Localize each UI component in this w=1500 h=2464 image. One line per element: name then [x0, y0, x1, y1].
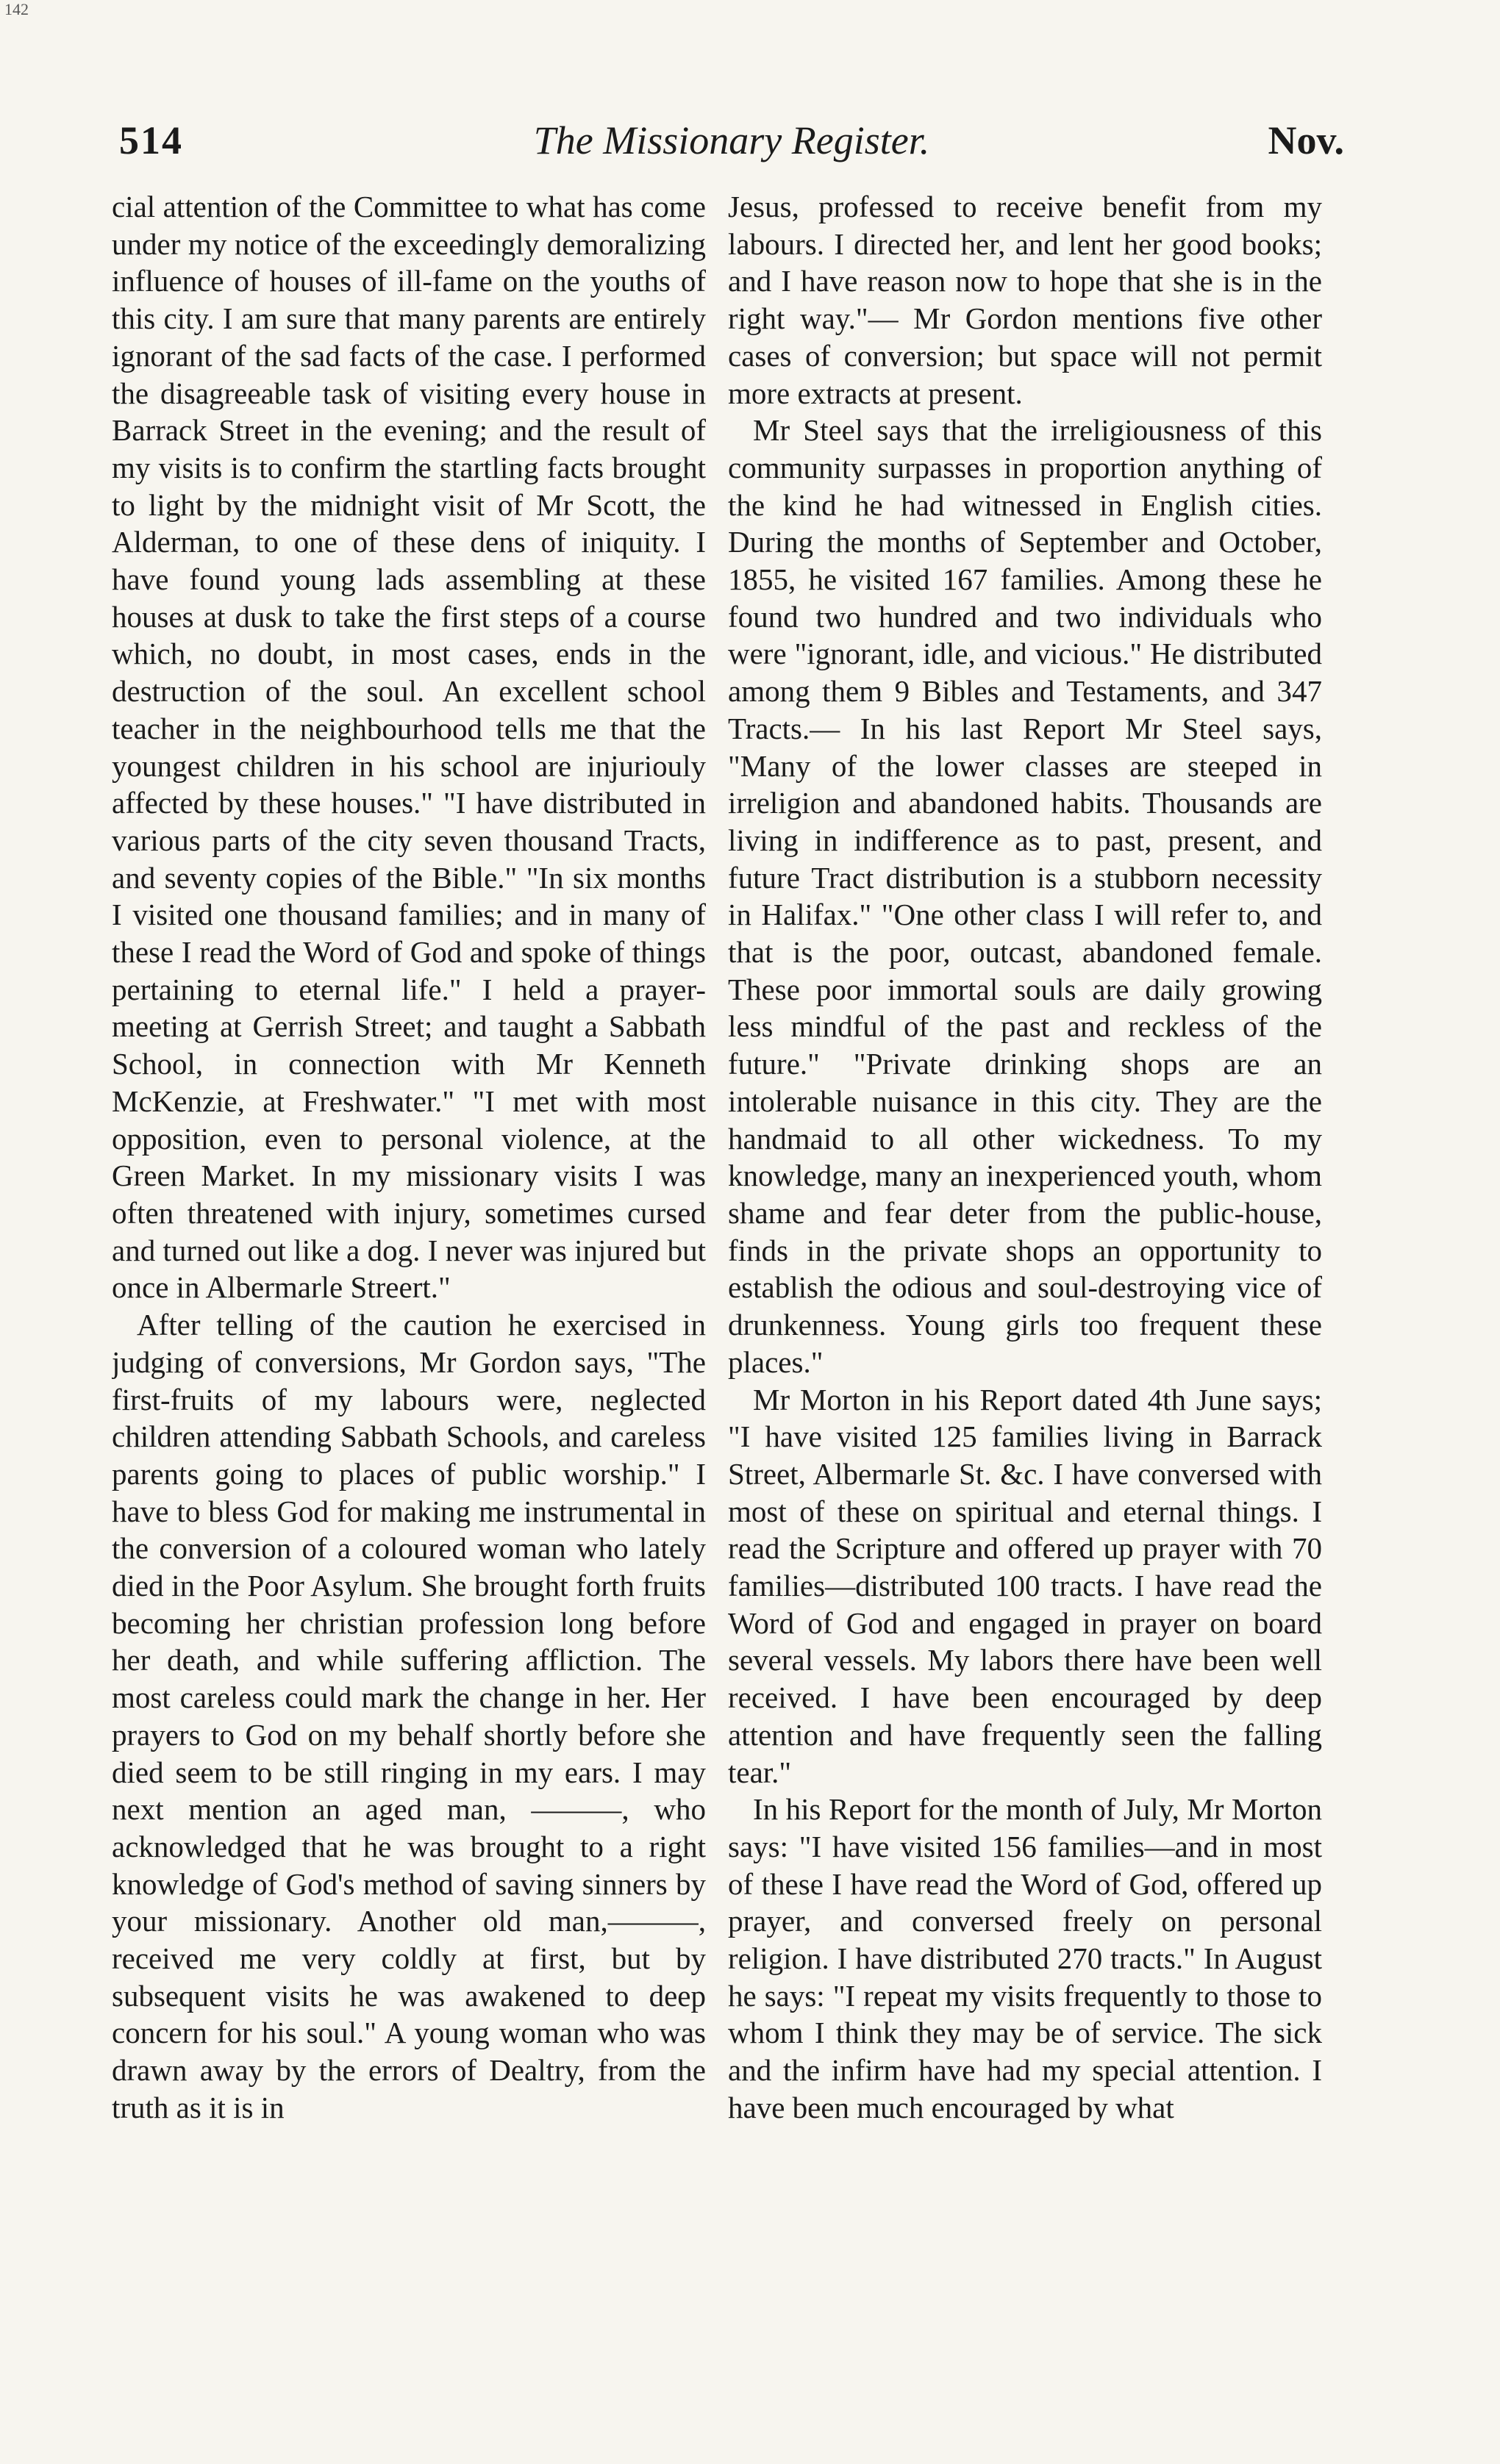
page-number: 514 [119, 118, 183, 162]
running-title: The Missionary Register. [533, 118, 930, 162]
paragraph: After telling of the caution he exercised in judging of conversions, Mr Gordon says, "The first-fruits of my labours were, neglected children attending Sabbath Schools, and careless parents going to places of public worship." I have to bless God for making me instrumental in the conversion of a coloured woman who lately died in the Poor Asylum. She brought forth fruits becoming her christian profession long before her death, and while suffering affliction. The most careless could mark the change in her. Her prayers to God on my behalf shortly before she died seem to be still ringing in my ears. I may next mention an aged man, ———, who acknowledged that he was brought to a right knowledge of God's method of saving sinners by your missionary. Another old man,———, received me very coldly at first, but by subsequent visits he was awakened to deep concern for his soul." A young woman who was drawn away by the errors of Dealtry, from the truth as it is in [112, 1308, 706, 2124]
paragraph: cial attention of the Committee to what has come under my notice of the exceedingly demoralizing influence of houses of ill-fame on the youths of this city. I am sure that many parents are entirely ignorant of the sad facts of the case. I performed the disagreeable task of visiting every house in Barrack Street in the evening; and the result of my visits is to confirm the startling facts brought to light by the midnight visit of Mr Scott, the Alderman, to one of these dens of iniquity. I have found young lads assembling at these houses at dusk to take the first steps of a course which, no doubt, in most cases, ends in the destruction of the soul. An excellent school teacher in the neighbourhood tells me that the youngest children in his school are injuriouly affected by these houses." "I have distributed in various parts of the city seven thousand Tracts, and seventy copies of the Bible." "In six months I visited one thousand families; and in many of these I read the Word of God and spoke of things pertaining to eternal life." I held a prayer-meeting at Gerrish Street; and taught a Sabbath School, in connection with Mr Kenneth McKenzie, at Freshwater." "I met with most opposition, even to personal violence, at the Green Market. In my missionary visits I was often threatened with injury, sometimes cursed and turned out like a dog. I never was injured but once in Albermarle Streert." [112, 190, 706, 1305]
corner-mark: 142 [4, 0, 29, 18]
paragraph: Jesus, professed to receive benefit from my labours. I directed her, and lent her good books; and I have reason now to hope that she is in the right way."— Mr Gordon mentions five other cases of conversion; but space will not permit more extracts at present. [728, 190, 1322, 410]
paragraph: Mr Morton in his Report dated 4th June says; "I have visited 125 families living in Barrack Street, Albermarle St. &c. I have conversed with most of these on spiritual and eternal things. I read the Scripture and offered up prayer with 70 families—distributed 100 tracts. I have read the Word of God and engaged in prayer on board several vessels. My labors there have been well received. I have been encouraged by deep attention and have frequently seen the falling tear." [728, 1382, 1322, 1789]
running-header [119, 118, 1344, 176]
paragraph: In his Report for the month of July, Mr Morton says: "I have visited 156 families—and in most of these I have read the Word of God, offered up prayer, and conversed freely on personal religion. I have distributed 270 tracts." In August he says: "I repeat my visits frequently to those to whom I think they may be of service. The sick and the infirm have had my special attention. I have been much encouraged by what [728, 1792, 1322, 2124]
paragraph: Mr Steel says that the irreligiousness of this community surpasses in proportion anything of the kind he had witnessed in English cities. During the months of September and October, 1855, he visited 167 families. Among these he found two hundred and two individuals who were "ignorant, idle, and vicious." He distributed among them 9 Bibles and Testaments, and 347 Tracts.— In his last Report Mr Steel says, "Many of the lower classes are steeped in irreligion and abandoned habits. Thousands are living in indifference as to past, present, and future Tract distribution is a stubborn necessity in Halifax." "One other class I will refer to, and that is the poor, outcast, abandoned female. These poor immortal souls are daily growing less mindful of the past and reckless of the future." "Private drinking shops are an intolerable nuisance in this city. They are the handmaid to all other wickedness. To my knowledge, many an inexperienced youth, whom shame and fear deter from the public-house, finds in the private shops an opportunity to establish the odious and soul-destroying vice of drunkenness. Young girls too frequent these places." [728, 413, 1322, 1379]
right-column [728, 188, 1322, 2401]
header-month: Nov. [1268, 118, 1344, 162]
left-column [112, 188, 706, 2401]
